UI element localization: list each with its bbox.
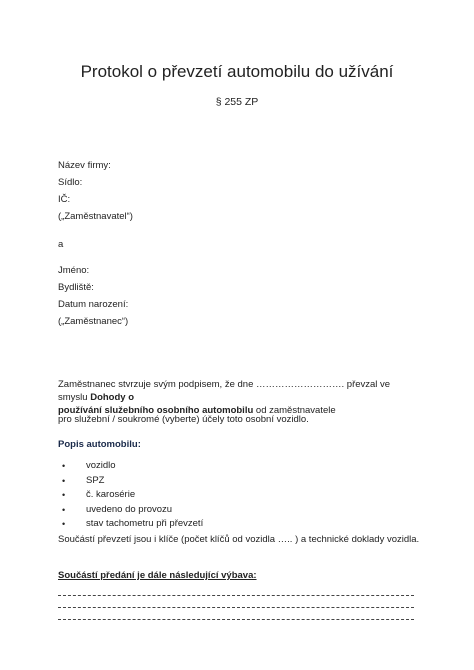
confirmation-text-2: od zaměstnavatele <box>253 405 336 416</box>
company-name-label: Název firmy: <box>58 160 111 171</box>
equipment-heading: Součástí předání je dále následující výbava: <box>58 570 257 581</box>
confirmation-paragraph <box>58 378 418 417</box>
employee-role-label: („Zaměstnanec“) <box>58 316 129 327</box>
agreement-name-2: používání služebního osobního automobilu <box>58 405 254 416</box>
employee-residence-label: Bydliště: <box>58 282 94 293</box>
list-item: • č. karosérie <box>62 488 203 503</box>
fill-in-line <box>58 607 414 608</box>
company-seat-label: Sídlo: <box>58 177 83 188</box>
description-list <box>62 459 203 532</box>
fill-in-line <box>58 595 414 596</box>
list-item: • vozidlo <box>62 459 203 474</box>
document-title: Protokol o převzetí automobilu do užívání <box>80 62 394 81</box>
keys-note: Součástí převzetí jsou i klíče (počet klíčů od vozidla ….. ) a technické doklady vozidla. <box>58 534 420 545</box>
connector-text: a <box>58 239 64 250</box>
list-item: • uvedeno do provozu <box>62 503 203 518</box>
fill-in-line <box>58 619 414 620</box>
purpose-text: pro služební / soukromé (vyberte) účely toto osobní vozidlo. <box>58 414 309 425</box>
agreement-name-1: Dohody o <box>90 392 135 403</box>
employer-role-label: („Zaměstnavatel“) <box>58 211 133 222</box>
employee-birth-label: Datum narození: <box>58 299 129 310</box>
law-reference: § 255 ZP <box>215 96 259 108</box>
list-item: • SPZ <box>62 474 203 489</box>
company-id-label: IČ: <box>58 194 71 205</box>
employee-name-label: Jméno: <box>58 265 90 276</box>
description-heading: Popis automobilu: <box>58 439 141 450</box>
confirmation-text-1: Zaměstnanec stvrzuje svým podpisem, že dne ………………………. převzal ve smyslu <box>58 379 391 403</box>
list-item: • stav tachometru při převzetí <box>62 517 203 532</box>
